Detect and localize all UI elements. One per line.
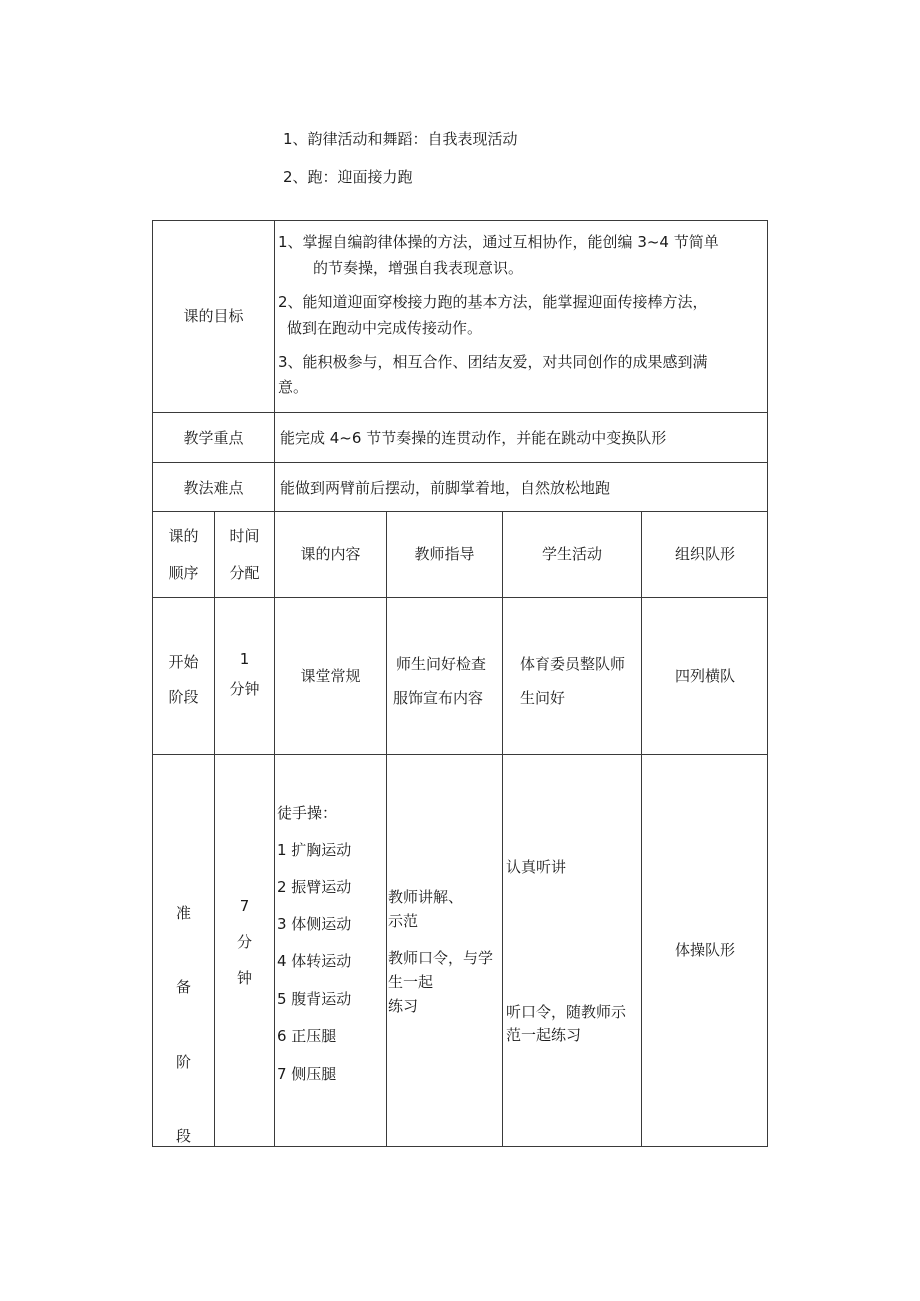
stage-start-time-2: 分钟 [229,680,260,698]
objective-3-line-1: 3、能积极参与，相互合作、团结友爱，对共同创作的成果感到满 [278,353,708,371]
stage-start-name-2: 阶段 [168,688,199,706]
objective-1-line-2: 的节奏操，增强自我表现意识。 [313,259,524,277]
header-order-line-1: 课的 [168,527,199,545]
key-point-text: 能完成 4~6 节节奏操的连贯动作，并能在跳动中变换队形 [280,429,667,447]
stage-prep-content-6: 5 腹背运动 [277,990,352,1008]
stage-start-time-1: 1 [239,650,250,668]
header-teacher: 教师指导 [414,545,475,563]
stage-prep-content-1: 徒手操： [277,804,338,822]
stage-prep-time-1: 7 [239,897,250,915]
stage-start-formation: 四列横队 [674,667,735,685]
difficulty-label: 教法难点 [183,479,244,497]
header-time-line-1: 时间 [229,527,260,545]
stage-prep-name-4: 段 [175,1127,191,1145]
stage-prep-time-2: 分 [236,933,252,951]
objective-2-line-2: 做到在跑动中完成传接动作。 [287,319,483,337]
stage-prep-name-2: 备 [175,978,191,996]
stage-prep-teacher-4: 生一起 [388,973,434,991]
stage-prep-student-2: 听口令，随教师示 [506,1003,627,1021]
objectives-label: 课的目标 [183,307,244,325]
stage-prep-student-3: 范一起练习 [506,1026,582,1044]
stage-prep-content-8: 7 侧压腿 [277,1065,337,1083]
stage-start-content: 课堂常规 [300,667,361,685]
stage-prep-time-3: 钟 [236,969,252,987]
stage-prep-name-1: 准 [175,904,191,922]
objective-1-line-1: 1、掌握自编韵律体操的方法，通过互相协作，能创编 3~4 节简单 [278,233,719,251]
header-formation: 组织队形 [674,545,735,563]
stage-prep-teacher-1: 教师讲解、 [388,888,464,906]
stage-start-teacher-1: 师生问好检查 [396,655,487,673]
stage-start-teacher-2: 服饰宣布内容 [393,689,484,707]
header-student: 学生活动 [541,545,602,563]
key-point-label: 教学重点 [183,429,244,447]
stage-prep-teacher-5: 练习 [388,997,419,1015]
objective-3-line-2: 意。 [278,378,309,396]
stage-prep-content-2: 1 扩胸运动 [277,841,352,859]
stage-prep-teacher-2: 示范 [388,912,419,930]
topic-2: 2、跑：迎面接力跑 [283,168,413,186]
stage-prep-content-4: 3 体侧运动 [277,915,352,933]
header-order-line-2: 顺序 [168,564,199,582]
stage-prep-formation: 体操队形 [674,941,735,959]
stage-prep-student-1: 认真听讲 [506,858,567,876]
header-time-line-2: 分配 [229,564,260,582]
header-content: 课的内容 [300,545,361,563]
stage-prep-content-5: 4 体转运动 [277,952,352,970]
stage-prep-teacher-3: 教师口令，与学 [388,949,494,967]
stage-prep-content-3: 2 振臂运动 [277,878,352,896]
difficulty-text: 能做到两臂前后摆动，前脚掌着地，自然放松地跑 [280,479,611,497]
stage-prep-name-3: 阶 [175,1053,191,1071]
stage-start-name-1: 开始 [168,653,199,671]
stage-start-student-2: 生问好 [520,689,566,707]
stage-prep-content-7: 6 正压腿 [277,1027,337,1045]
objective-2-line-1: 2、能知道迎面穿梭接力跑的基本方法，能掌握迎面传接棒方法， [278,293,708,311]
topic-1: 1、韵律活动和舞蹈：自我表现活动 [283,130,518,148]
stage-start-student-1: 体育委员整队师 [520,655,626,673]
